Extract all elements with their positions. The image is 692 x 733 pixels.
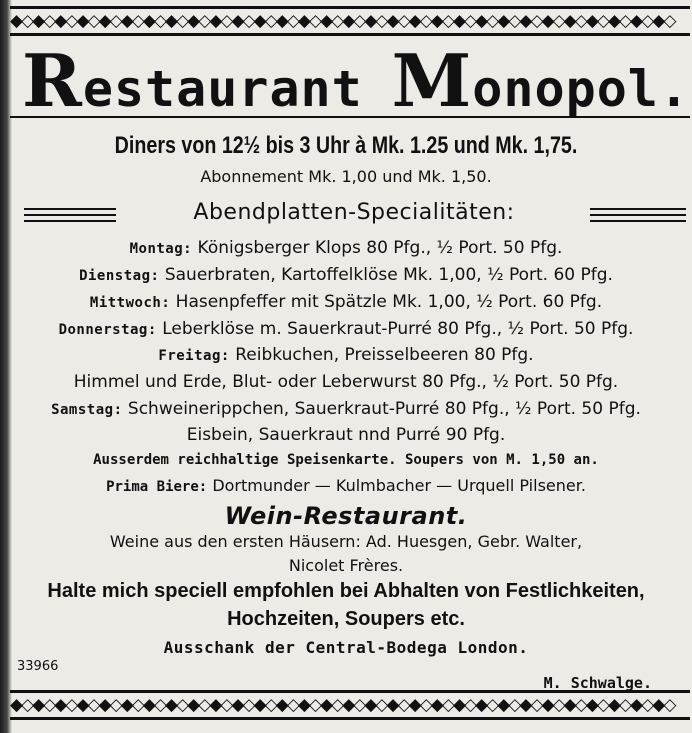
specialities-title: Abendplatten-Specialitäten: xyxy=(193,200,515,225)
menu-dish: Sauerbraten, Kartoffelklöse Mk. 1,00, ½ Port. 60 Pfg. xyxy=(164,265,613,285)
menu-dish: Hasenpfeffer mit Spätzle Mk. 1,00, ½ Port. 60 Pfg. xyxy=(175,292,603,312)
bottom-diamond-row: ◆◇◆◇◆◇◆◇◆◇◆◇◆◇◆◇◆◇◆◇◆◇◆◇◆◇◆◇◆◇◆◇◆◇◆◇◆◇◆◇◆◇◆◇◆◇◆◇◆◇◆◇◆◇◆◇◆◇◆◇ xyxy=(10,694,675,715)
title-monopol-word xyxy=(392,38,690,123)
title-monopol-rest: onopol. xyxy=(472,60,690,118)
biere-line xyxy=(0,476,692,495)
menu-dish: Eisbein, Sauerkraut nnd Purré 90 Pfg. xyxy=(186,425,506,445)
top-ornament-border xyxy=(10,6,690,36)
menu-day: Donnerstag: xyxy=(58,322,157,338)
menu-day: Freitag: xyxy=(158,348,230,364)
menu-day: Samstag: xyxy=(51,402,123,418)
ausserdem-line: Ausserdem reichhaltige Speisenkarte. Soupers von M. 1,50 an. xyxy=(93,452,599,468)
menu-line xyxy=(0,372,692,392)
menu-line xyxy=(0,425,692,445)
ausschank-line: Ausschank der Central-Bodega London. xyxy=(163,638,529,657)
weine-line-2: Nicolet Frères. xyxy=(288,556,404,575)
restaurant-title xyxy=(22,38,690,123)
top-diamond-row: ◆◇◆◇◆◇◆◇◆◇◆◇◆◇◆◇◆◇◆◇◆◇◆◇◆◇◆◇◆◇◆◇◆◇◆◇◆◇◆◇◆◇◆◇◆◇◆◇◆◇◆◇◆◇◆◇◆◇◆◇ xyxy=(10,10,675,31)
ad-number: 33966 xyxy=(17,659,59,674)
menu-line xyxy=(0,265,692,285)
right-decorative-rule xyxy=(590,208,686,222)
abonnement-line: Abonnement Mk. 1,00 und Mk. 1,50. xyxy=(200,167,492,186)
menu-day: Dienstag: xyxy=(79,268,160,284)
biere-text: Dortmunder — Kulmbacher — Urquell Pilsener. xyxy=(212,476,586,495)
title-restaurant-initial: R xyxy=(22,38,83,123)
menu-line xyxy=(0,238,692,258)
menu-line xyxy=(0,319,692,339)
menu-dish: Himmel und Erde, Blut- oder Leberwurst 80 Pfg., ½ Port. 50 Pfg. xyxy=(73,372,619,392)
wein-restaurant-title: Wein-Restaurant. xyxy=(224,502,468,530)
menu-dish: Leberklöse m. Sauerkraut-Purré 80 Pfg., ½ Port. 50 Pfg. xyxy=(162,319,634,339)
menu-day: Montag: xyxy=(129,241,193,257)
signature: M. Schwalge. xyxy=(543,674,652,692)
weine-line-1: Weine aus den ersten Häusern: Ad. Huesgen, Gebr. Walter, xyxy=(109,532,583,551)
menu-dish: Schweinerippchen, Sauerkraut-Purré 80 Pfg., ½ Port. 50 Pfg. xyxy=(127,399,641,419)
halte-line-2: Hochzeiten, Soupers etc. xyxy=(227,608,465,630)
menu-line xyxy=(0,399,692,419)
title-restaurant-word xyxy=(22,38,363,123)
specialities-heading-row xyxy=(18,200,690,230)
menu-line xyxy=(0,345,692,365)
bottom-ornament-border xyxy=(10,690,690,720)
biere-label: Prima Biere: xyxy=(106,479,208,495)
menu-dish: Königsberger Klops 80 Pfg., ½ Port. 50 Pfg. xyxy=(197,238,563,258)
menu-line xyxy=(0,292,692,312)
menu-dish: Reibkuchen, Preisselbeeren 80 Pfg. xyxy=(235,345,534,365)
title-underline-rule xyxy=(10,116,690,118)
menu-day: Mittwoch: xyxy=(89,295,171,311)
diners-line: Diners von 12½ bis 3 Uhr à Mk. 1.25 und Mk. 1,75. xyxy=(114,132,578,159)
halte-line-1: Halte mich speciell empfohlen bei Abhalten von Festlichkeiten, xyxy=(47,580,645,602)
title-monopol-initial: M xyxy=(391,38,473,123)
title-restaurant-rest: estaurant xyxy=(82,60,363,118)
